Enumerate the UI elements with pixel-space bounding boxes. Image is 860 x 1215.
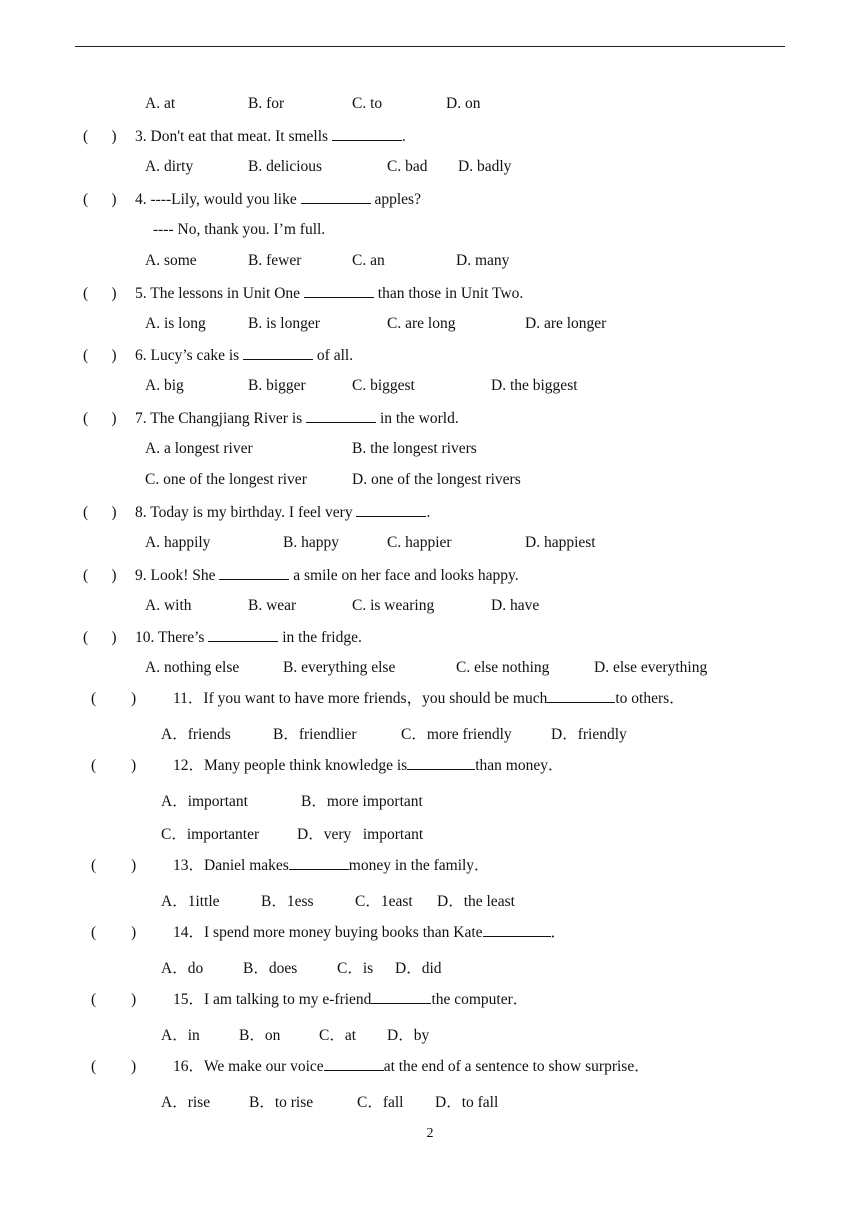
answer-blank	[407, 755, 475, 770]
q5-option-a[interactable]: A. is long	[145, 315, 206, 332]
q3-option-b[interactable]: B. delicious	[248, 158, 323, 175]
q3-option-a[interactable]: A. dirty	[145, 158, 194, 175]
answer-blank	[547, 688, 615, 703]
q6-option-d[interactable]: D. the biggest	[491, 377, 578, 394]
q15-option-d[interactable]: D．by	[387, 1027, 430, 1044]
answer-blank	[356, 502, 426, 517]
q10-option-d[interactable]: D. else everything	[594, 659, 708, 676]
q5-option-b[interactable]: B. is longer	[248, 315, 320, 332]
q12-option-c[interactable]: C．importanter	[161, 826, 260, 843]
q7-option-b[interactable]: B. the longest rivers	[352, 440, 477, 457]
header-rule	[75, 46, 785, 47]
question-15: ( ) 15．I am talking to my e-friend the computer．	[91, 991, 529, 1008]
q7-option-a[interactable]: A. a longest river	[145, 440, 253, 457]
q6-option-a[interactable]: A. big	[145, 377, 184, 394]
q6-option-c[interactable]: C. biggest	[352, 377, 415, 394]
question-16: ( ) 16．We make our voice at the end of a sentence to show surprise．	[91, 1058, 650, 1075]
q2-option-c[interactable]: C. to	[352, 95, 383, 112]
answer-blank	[301, 189, 371, 204]
q14-option-c[interactable]: C．is	[337, 960, 374, 977]
q13-option-b[interactable]: B．1ess	[261, 893, 314, 910]
answer-blank	[483, 922, 551, 937]
answer-paren[interactable]: ( )	[83, 285, 117, 302]
q9-option-a[interactable]: A. with	[145, 597, 192, 614]
answer-paren[interactable]: ( )	[91, 690, 137, 707]
question-13: ( ) 13．Daniel makes money in the family．	[91, 857, 490, 874]
q10-option-c[interactable]: C. else nothing	[456, 659, 550, 676]
question-9: ( ) 9. Look! She a smile on her face and looks happy.	[83, 567, 519, 584]
q12-option-a[interactable]: A．important	[161, 793, 248, 810]
answer-blank	[243, 345, 313, 360]
q4-option-d[interactable]: D. many	[456, 252, 510, 269]
q8-option-c[interactable]: C. happier	[387, 534, 452, 551]
q4-option-a[interactable]: A. some	[145, 252, 197, 269]
q9-option-b[interactable]: B. wear	[248, 597, 297, 614]
q14-option-a[interactable]: A．do	[161, 960, 204, 977]
answer-paren[interactable]: ( )	[91, 991, 137, 1008]
q13-option-d[interactable]: D．the least	[437, 893, 515, 910]
answer-blank	[304, 283, 374, 298]
q11-option-c[interactable]: C．more friendly	[401, 726, 512, 743]
q13-option-c[interactable]: C．1east	[355, 893, 413, 910]
answer-paren[interactable]: ( )	[83, 629, 117, 646]
answer-paren[interactable]: ( )	[91, 757, 137, 774]
q4-reply: ---- No, thank you. I’m full.	[153, 221, 326, 238]
q16-option-c[interactable]: C．fall	[357, 1094, 404, 1111]
q14-option-b[interactable]: B．does	[243, 960, 298, 977]
answer-blank	[324, 1056, 384, 1071]
answer-blank	[208, 627, 278, 642]
answer-paren[interactable]: ( )	[91, 924, 137, 941]
q14-option-d[interactable]: D．did	[395, 960, 442, 977]
q3-option-c[interactable]: C. bad	[387, 158, 428, 175]
question-4: ( ) 4. ----Lily, would you like apples?	[83, 191, 421, 208]
q3-option-d[interactable]: D. badly	[458, 158, 512, 175]
q2-option-d[interactable]: D. on	[446, 95, 481, 112]
q15-option-a[interactable]: A．in	[161, 1027, 200, 1044]
q9-option-d[interactable]: D. have	[491, 597, 540, 614]
answer-paren[interactable]: ( )	[83, 191, 117, 208]
answer-blank	[306, 408, 376, 423]
question-7: ( ) 7. The Changjiang River is in the world.	[83, 410, 459, 427]
q7-option-c[interactable]: C. one of the longest river	[145, 471, 307, 488]
question-3: ( ) 3. Don't eat that meat. It smells .	[83, 128, 406, 145]
question-5: ( ) 5. The lessons in Unit One than those in Unit Two.	[83, 285, 524, 302]
q2-option-b[interactable]: B. for	[248, 95, 285, 112]
question-12: ( ) 12．Many people think knowledge is than money．	[91, 757, 564, 774]
q16-option-a[interactable]: A．rise	[161, 1094, 211, 1111]
question-10: ( ) 10. There’s in the fridge.	[83, 629, 362, 646]
answer-blank	[219, 565, 289, 580]
question-8: ( ) 8. Today is my birthday. I feel very .	[83, 504, 431, 521]
q12-option-d[interactable]: D．very important	[297, 826, 424, 843]
q10-option-a[interactable]: A. nothing else	[145, 659, 240, 676]
answer-blank	[332, 126, 402, 141]
q16-option-b[interactable]: B．to rise	[249, 1094, 314, 1111]
answer-paren[interactable]: ( )	[83, 504, 117, 521]
q8-option-b[interactable]: B. happy	[283, 534, 339, 551]
q8-option-a[interactable]: A. happily	[145, 534, 211, 551]
answer-blank	[289, 855, 349, 870]
question-6: ( ) 6. Lucy’s cake is of all.	[83, 347, 354, 364]
question-11: ( ) 11．If you want to have more friends，you should be much to others．	[91, 690, 685, 707]
page-number: 2	[426, 1126, 434, 1141]
q11-option-d[interactable]: D．friendly	[551, 726, 627, 743]
q11-option-a[interactable]: A．friends	[161, 726, 231, 743]
question-14: ( ) 14．I spend more money buying books than Kate ．	[91, 924, 567, 941]
q12-option-b[interactable]: B．more important	[301, 793, 423, 810]
q5-option-d[interactable]: D. are longer	[525, 315, 607, 332]
q7-option-d[interactable]: D. one of the longest rivers	[352, 471, 521, 488]
q8-option-d[interactable]: D. happiest	[525, 534, 596, 551]
q5-option-c[interactable]: C. are long	[387, 315, 456, 332]
q15-option-c[interactable]: C．at	[319, 1027, 357, 1044]
q16-option-d[interactable]: D．to fall	[435, 1094, 499, 1111]
answer-paren[interactable]: ( )	[91, 1058, 137, 1075]
answer-paren[interactable]: ( )	[91, 857, 137, 874]
answer-paren[interactable]: ( )	[83, 410, 117, 427]
answer-blank	[371, 989, 431, 1004]
q4-option-c[interactable]: C. an	[352, 252, 385, 269]
q6-option-b[interactable]: B. bigger	[248, 377, 306, 394]
q10-option-b[interactable]: B. everything else	[283, 659, 396, 676]
q2-option-a[interactable]: A. at	[145, 95, 176, 112]
q13-option-a[interactable]: A．1ittle	[161, 893, 220, 910]
answer-paren[interactable]: ( )	[83, 128, 117, 145]
q9-option-c[interactable]: C. is wearing	[352, 597, 435, 614]
answer-paren[interactable]: ( )	[83, 567, 117, 584]
answer-paren[interactable]: ( )	[83, 347, 117, 364]
q11-option-b[interactable]: B．friendlier	[273, 726, 357, 743]
q4-option-b[interactable]: B. fewer	[248, 252, 302, 269]
q15-option-b[interactable]: B．on	[239, 1027, 281, 1044]
